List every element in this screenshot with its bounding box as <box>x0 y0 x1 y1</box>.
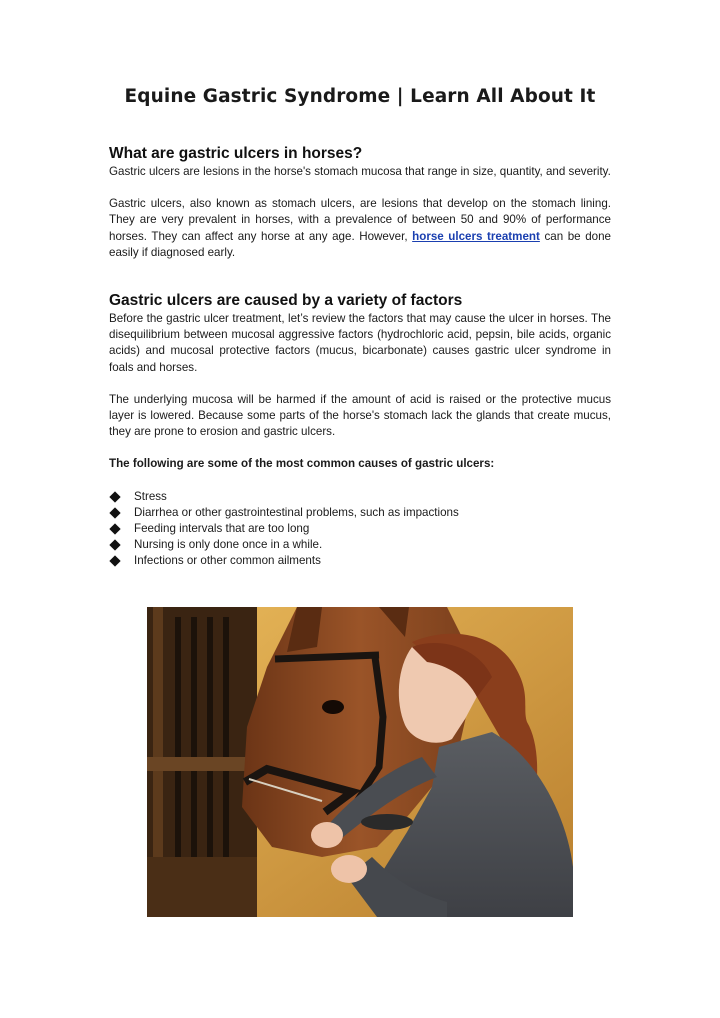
photo-illustration <box>147 607 573 917</box>
page-title: Equine Gastric Syndrome | Learn All About It <box>124 86 596 107</box>
diamond-bullet-icon <box>109 523 120 534</box>
horse-ulcers-treatment-link[interactable]: horse ulcers treatment <box>412 229 540 243</box>
horse-bridle-photo <box>147 607 573 917</box>
prevalence-text-start: Gastric ulcers, also known as stomach ulcers, are lesions that develop on the stomach lining. They are very prevalent in horses, with a prevalence of between 50 and 90% of performance horses. They can affect any horse at any age. However, <box>109 197 611 243</box>
causes-list <box>109 489 611 570</box>
prevalence-text-end: can be done easily if diagnosed early. <box>109 229 611 259</box>
list-item: Diarrhea or other gastrointestinal problems, such as impactions <box>109 505 611 521</box>
list-item: Stress <box>109 489 611 505</box>
section-heading-causes: Gastric ulcers are caused by a variety of factors <box>109 292 463 310</box>
paragraph-factors: Before the gastric ulcer treatment, let’s review the factors that may cause the ulcer in horses. The disequilibrium between mucosal aggressive factors (hydrochloric acid, pepsin, bile acids, organic acids) and mucosal protective factors (mucus, bicarbonate) causes gastric ulcer syndrome in foals and horses. <box>109 312 611 374</box>
section-heading-what-are-ulcers: What are gastric ulcers in horses? <box>109 145 363 162</box>
article-body <box>109 144 611 570</box>
diamond-bullet-icon <box>109 556 120 567</box>
diamond-bullet-icon <box>109 507 120 518</box>
paragraph-mucosa: The underlying mucosa will be harmed if the amount of acid is raised or the protective mucus layer is lowered. Because some parts of the horse's stomach lack the glands that create mucus, they are prone to erosion and gastric ulcers. <box>109 392 611 439</box>
list-item: Infections or other common ailments <box>109 553 611 569</box>
causes-list-intro: The following are some of the most common causes of gastric ulcers: <box>109 457 495 471</box>
diamond-bullet-icon <box>109 491 120 502</box>
diamond-bullet-icon <box>109 540 120 551</box>
paragraph-prevalence <box>109 196 611 261</box>
list-item: Nursing is only done once in a while. <box>109 537 611 553</box>
list-item: Feeding intervals that are too long <box>109 521 611 537</box>
paragraph-definition: Gastric ulcers are lesions in the horse's stomach mucosa that range in size, quantity, and severity. <box>109 165 611 178</box>
